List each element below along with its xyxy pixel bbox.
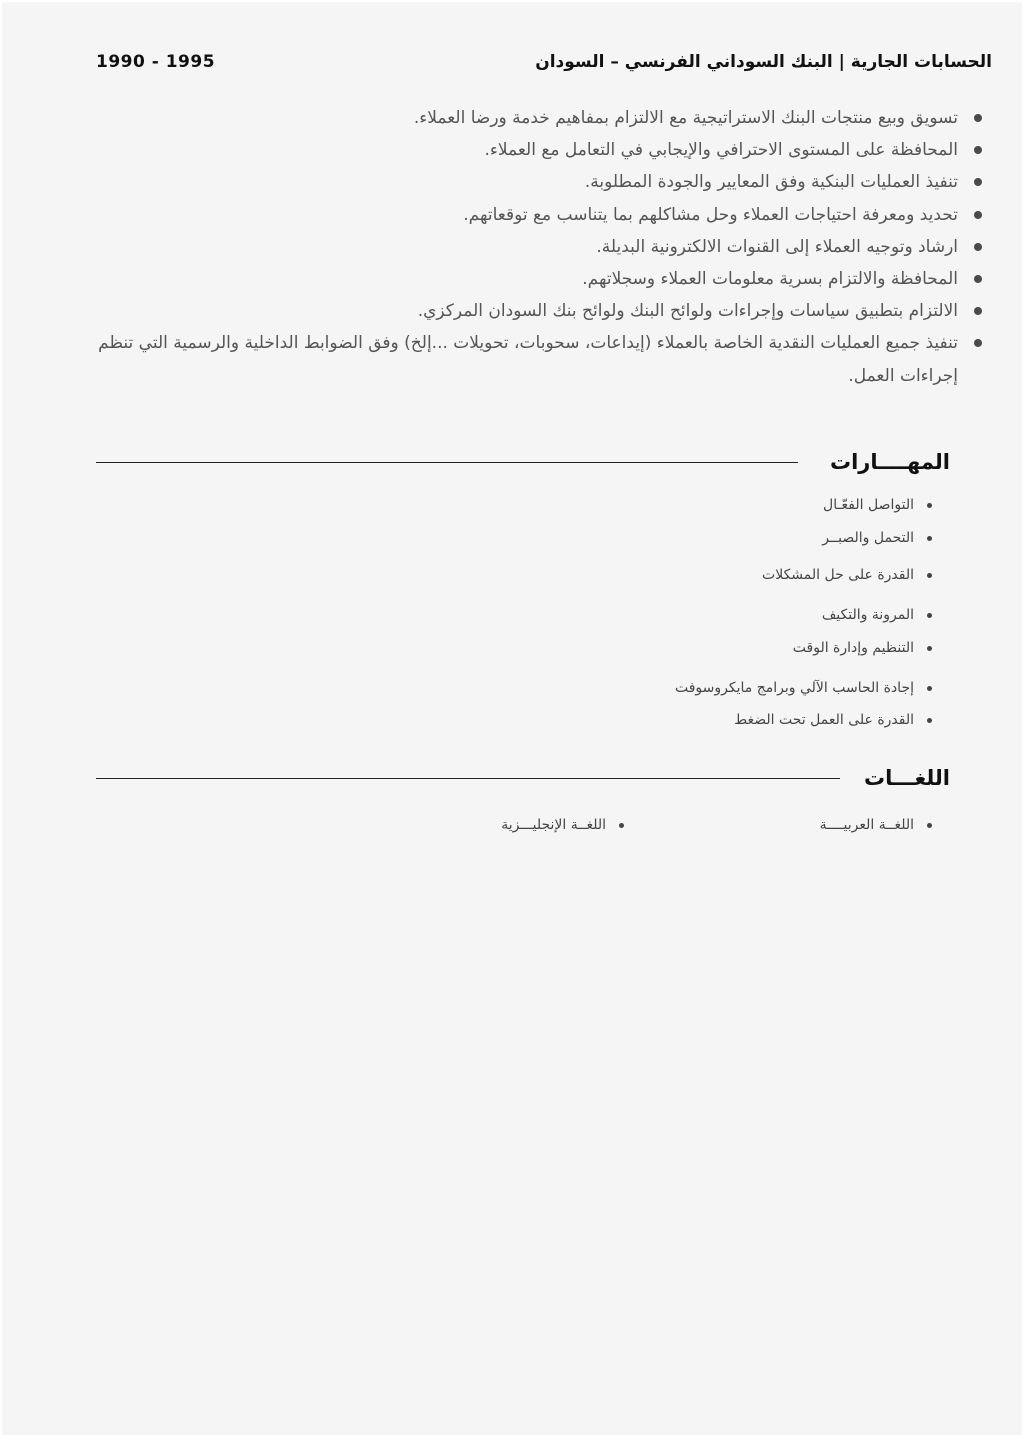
languages-title: اللغـــات: [863, 766, 950, 790]
duty-item: المحافظة على المستوى الاحترافي والإيجابي في التعامل مع العملاء.: [42, 134, 958, 166]
duty-item: تنفيذ العمليات البنكية وفق المعايير والجودة المطلوبة.: [42, 166, 958, 198]
skills-section-header: [96, 450, 950, 474]
job-title: الحسابات الجارية | البنك السوداني الفرنسي – السودان: [535, 52, 992, 72]
duty-item: تسويق وبيع منتجات البنك الاستراتيجية مع الالتزام بمفاهيم خدمة ورضا العملاء.: [42, 102, 958, 134]
language-item-english: اللغــة الإنجليـــزية: [501, 817, 606, 833]
skills-title: المهــــارات: [829, 450, 950, 474]
skill-item: التنظيم وإدارة الوقت: [792, 640, 914, 656]
job-dates: 1990 - 1995: [96, 52, 216, 72]
skill-item: إجادة الحاسب الآلي وبرامج مايكروسوفت: [674, 680, 914, 696]
skills-divider: [96, 462, 798, 463]
duty-item: تحديد ومعرفة احتياجات العملاء وحل مشاكلهم بما يتناسب مع توقعاتهم.: [42, 199, 958, 231]
duty-item: ارشاد وتوجيه العملاء إلى القنوات الالكترونية البديلة.: [42, 231, 958, 263]
duty-item: المحافظة والالتزام بسرية معلومات العملاء وسجلاتهم.: [42, 263, 958, 295]
skill-item: المرونة والتكيف: [821, 607, 914, 623]
languages-divider: [96, 778, 840, 779]
skill-item: القدرة على حل المشكلات: [762, 567, 914, 583]
job-duties-list: [42, 102, 958, 392]
resume-page: [2, 2, 1022, 1435]
skill-item: التواصل الفعّـال: [823, 497, 914, 513]
job-header: [96, 48, 992, 76]
language-item-arabic: اللغــة العربيــــة: [819, 817, 914, 833]
skill-item: القدرة على العمل تحت الضغط: [734, 712, 914, 728]
languages-section-header: [96, 766, 950, 790]
duty-item: الالتزام بتطبيق سياسات وإجراءات ولوائح البنك ولوائح بنك السودان المركزي.: [42, 295, 958, 327]
skill-item: التحمل والصبــر: [822, 530, 914, 546]
duty-item: تنفيذ جميع العمليات النقدية الخاصة بالعملاء (إيداعات، سحوبات، تحويلات ...إلخ) وفق الضوابط الداخلية والرسمية التي تنظم إجراءات العمل.: [42, 327, 958, 391]
